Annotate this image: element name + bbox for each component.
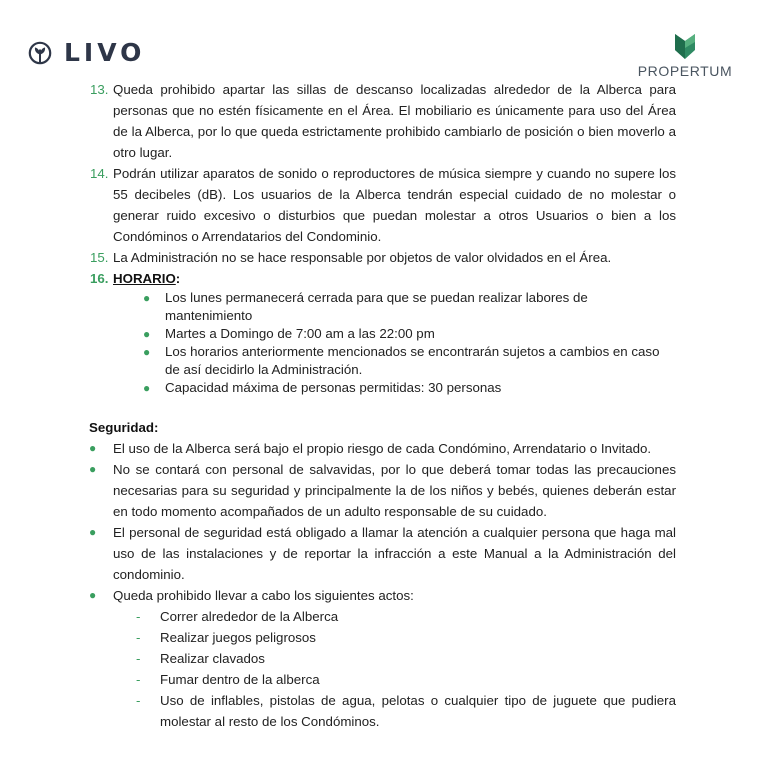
prohibited-act-text: Fumar dentro de la alberca xyxy=(160,672,320,687)
rule-item-13 xyxy=(0,79,676,163)
bullet-icon: ● xyxy=(143,291,151,305)
bullet-icon: ● xyxy=(143,327,151,341)
prohibited-act-text: Realizar clavados xyxy=(160,651,265,666)
propertum-logo xyxy=(632,32,738,78)
horario-item xyxy=(0,325,677,343)
prohibited-act-item xyxy=(0,627,676,648)
rule-number: 13. xyxy=(90,82,109,97)
livo-wordmark: LIVO xyxy=(64,38,146,67)
bullet-icon: ● xyxy=(89,462,97,476)
rule-text: La Administración no se hace responsable por objetos de valor olvidados en el Área. xyxy=(113,250,612,265)
leaf-circle-icon xyxy=(28,41,52,65)
horario-item-text: Los lunes permanecerá cerrada para que se puedan realizar labores de mantenimiento xyxy=(165,290,588,323)
seguridad-item xyxy=(0,522,676,585)
horario-item-text: Capacidad máxima de personas permitidas: 30 personas xyxy=(165,380,502,395)
prohibited-act-item xyxy=(0,606,676,627)
bullet-icon: ● xyxy=(89,588,97,602)
dash-icon: - xyxy=(136,651,141,666)
horario-heading: HORARIO xyxy=(113,271,176,286)
seguridad-item xyxy=(0,438,676,459)
dash-icon: - xyxy=(136,630,141,645)
prohibited-act-text: Uso de inflables, pistolas de agua, pelotas o cualquier tipo de juguete que pudiera molestar al resto de los Condóminos. xyxy=(160,693,676,729)
rule-number: 15. xyxy=(90,250,109,265)
horario-item xyxy=(0,289,677,325)
dash-icon: - xyxy=(136,672,141,687)
seguridad-item-text: No se contará con personal de salvavidas, por lo que deberá tomar todas las precauciones necesarias para su seguridad y principalmente la de los niños y bebés, quienes deberán estar en todo momento acompañados de un adulto responsable de su cuidado. xyxy=(113,462,676,519)
rule-number: 16. xyxy=(90,271,109,286)
rule-item-15 xyxy=(0,247,676,268)
livo-logo xyxy=(28,40,145,65)
horario-list xyxy=(0,289,768,397)
document-body xyxy=(0,79,768,732)
rule-text: Queda prohibido apartar las sillas de descanso localizadas alrededor de la Alberca para personas que no estén físicamente en el Área. El mobiliario es únicamente para uso del Área de la Alberca, por lo que queda estrictamente prohibido cambiarlo de posición o bien moverlo a otro lugar. xyxy=(113,82,676,160)
seguridad-heading: Seguridad: xyxy=(89,420,159,435)
prohibited-act-text: Correr alrededor de la Alberca xyxy=(160,609,339,624)
bullet-icon: ● xyxy=(143,345,151,359)
rule-text: Podrán utilizar aparatos de sonido o reproductores de música siempre y cuando no supere los 55 decibeles (dB). Los usuarios de la Alberca tendrán especial cuidado de no molestar o generar ruido excesivo o disturbios que puedan molestar a otros Usuarios o bien a los Condóminos o Arrendatarios del Condominio. xyxy=(113,166,676,244)
rule-item-16-horario xyxy=(0,268,676,289)
bullet-icon: ● xyxy=(89,441,97,455)
dash-icon: - xyxy=(136,609,141,624)
prohibited-act-item xyxy=(0,648,676,669)
seguridad-item xyxy=(0,459,676,522)
rule-number: 14. xyxy=(90,166,109,181)
seguridad-item-text: El personal de seguridad está obligado a llamar la atención a cualquier persona que haga mal uso de las instalaciones y de reportar la infracción a este Manual a la Administración del condominio. xyxy=(113,525,676,582)
propertum-wordmark: PROPERTUM xyxy=(637,63,733,79)
propertum-shield-icon xyxy=(673,32,697,60)
horario-colon: : xyxy=(175,271,181,286)
horario-item-text: Los horarios anteriormente mencionados se encontrarán sujetos a cambios en caso de así decidirlo la Administración. xyxy=(165,344,660,377)
horario-item-text: Martes a Domingo de 7:00 am a las 22:00 pm xyxy=(165,326,435,341)
prohibited-act-text: Realizar juegos peligrosos xyxy=(160,630,316,645)
prohibited-act-item xyxy=(0,690,676,732)
horario-item xyxy=(0,379,677,397)
seguridad-item-text: Queda prohibido llevar a cabo los siguientes actos: xyxy=(113,588,414,603)
seguridad-item xyxy=(0,585,676,606)
rule-item-14 xyxy=(0,163,676,247)
dash-icon: - xyxy=(136,693,141,708)
bullet-icon: ● xyxy=(89,525,97,539)
seguridad-item-text: El uso de la Alberca será bajo el propio riesgo de cada Condómino, Arrendatario o Invitado. xyxy=(113,441,652,456)
prohibited-act-item xyxy=(0,669,676,690)
bullet-icon: ● xyxy=(143,381,151,395)
horario-item xyxy=(0,343,677,379)
